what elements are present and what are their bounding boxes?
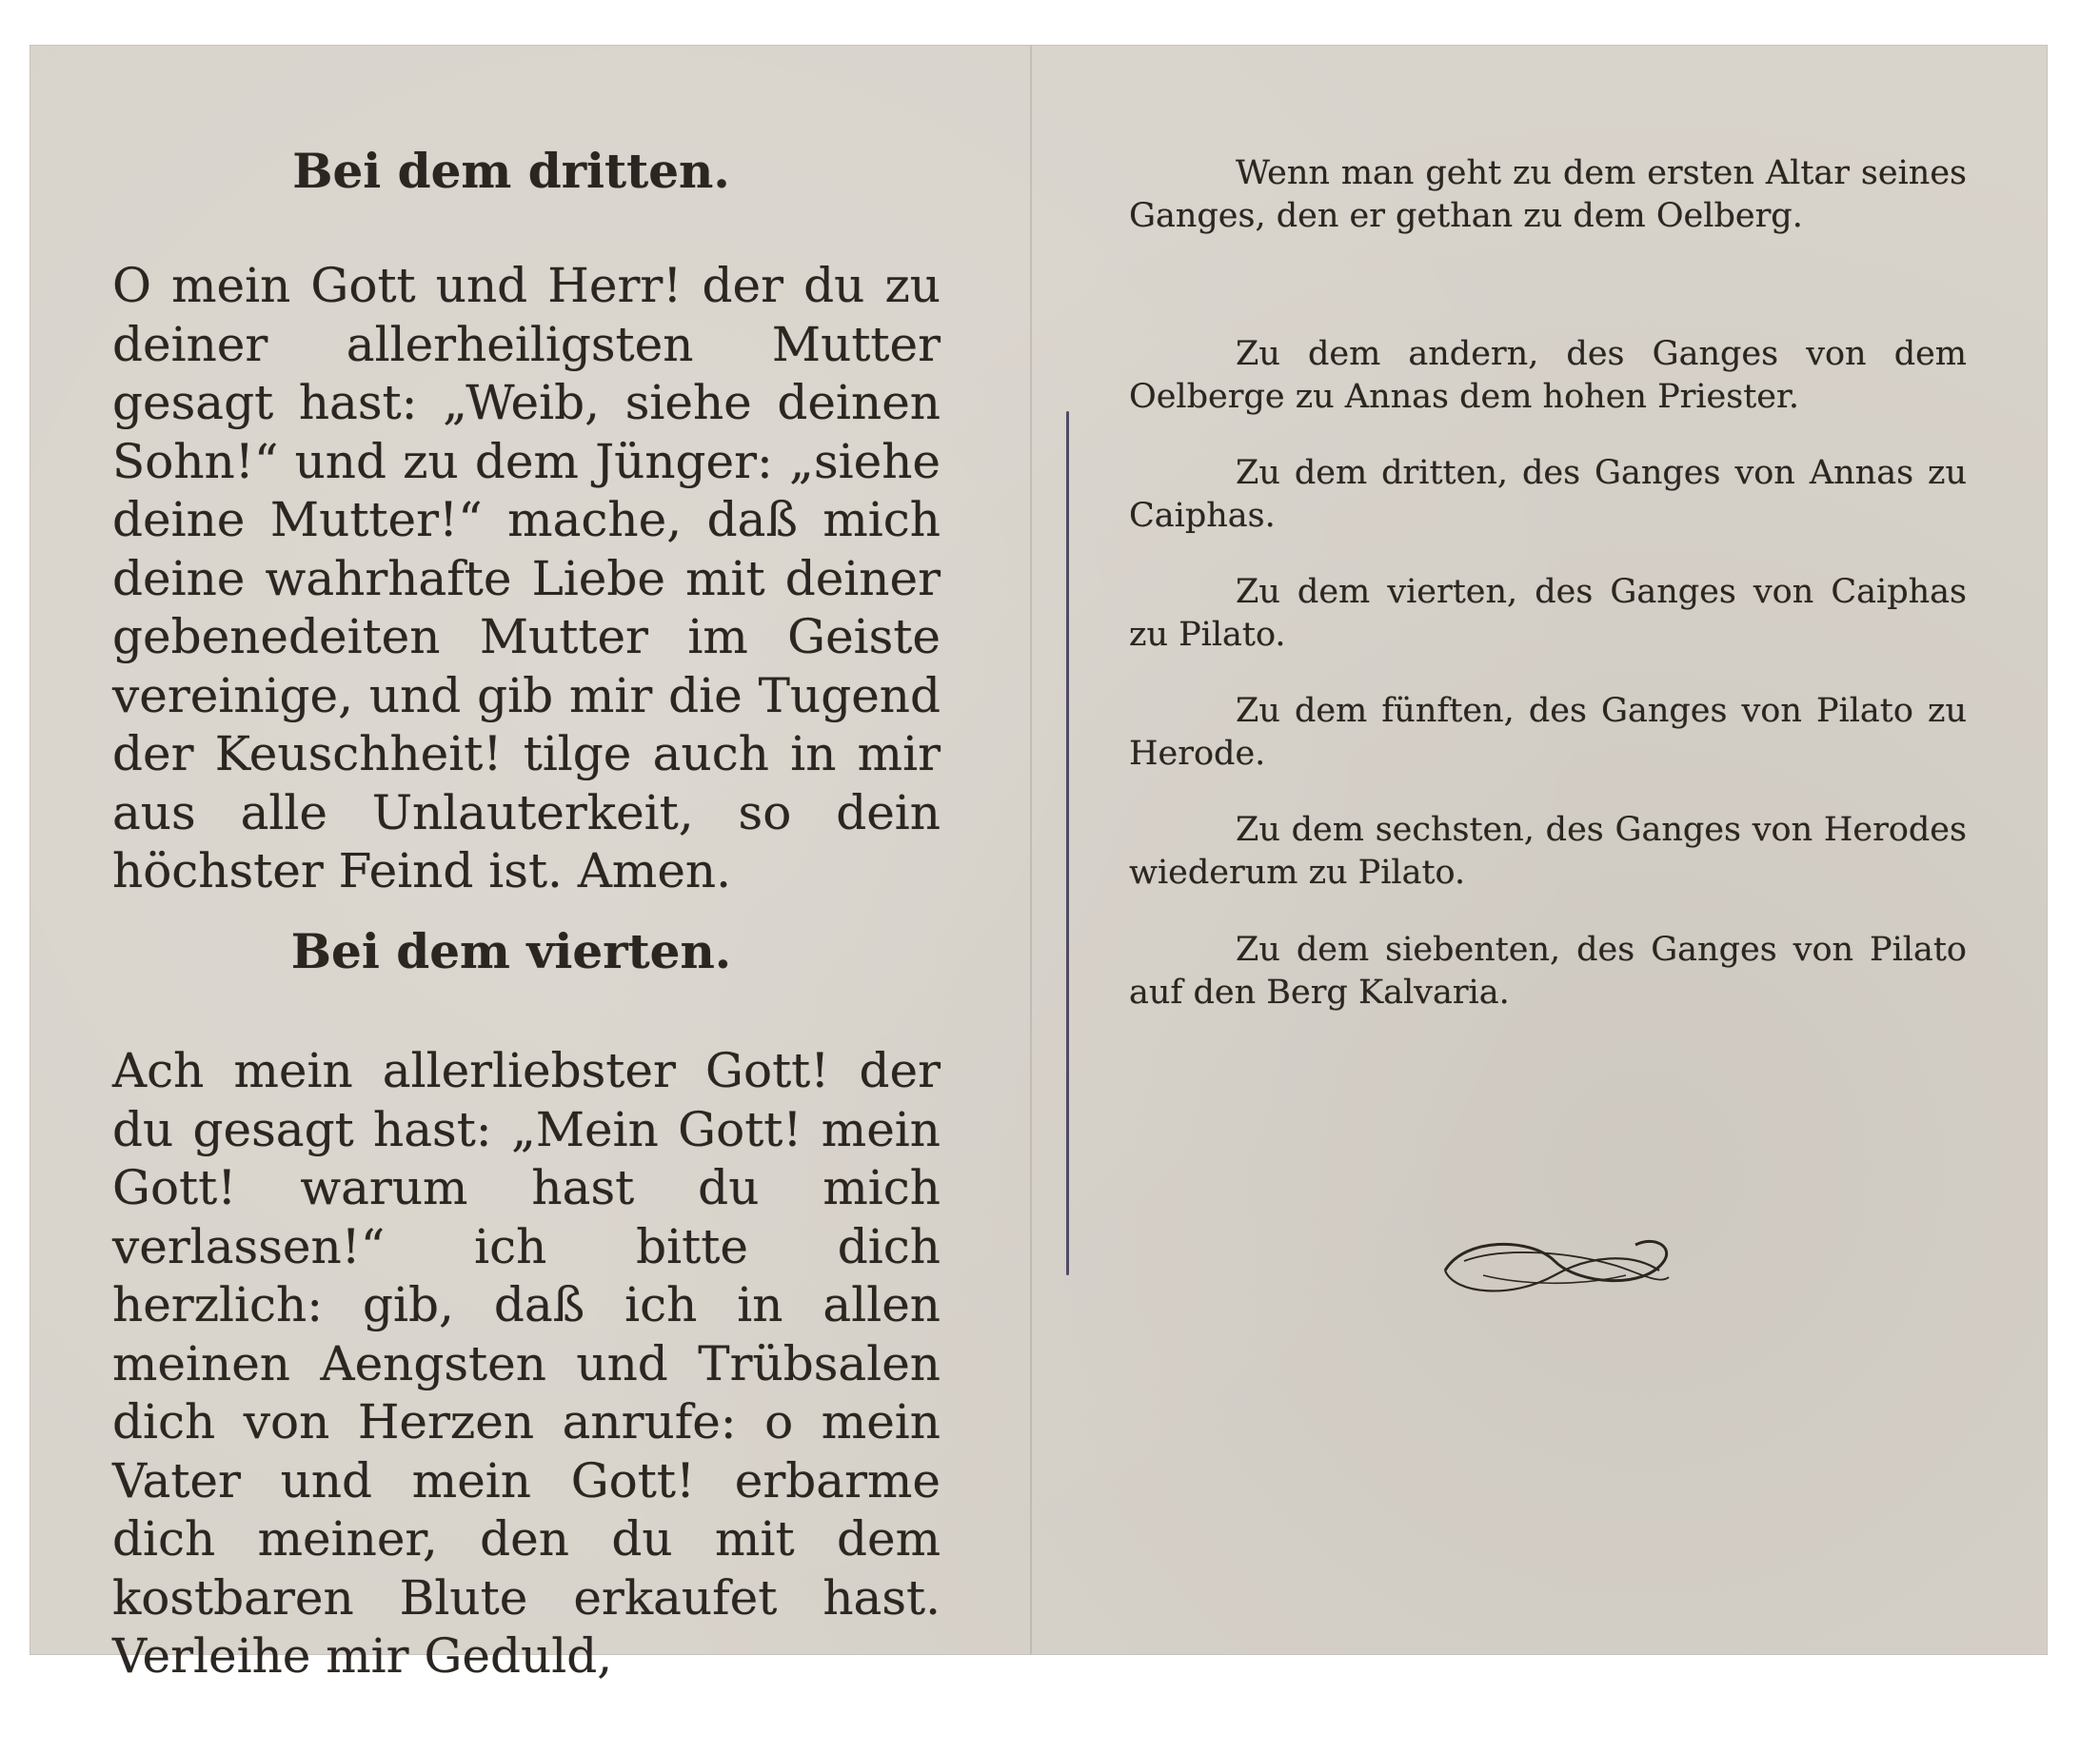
prayer-fourth-station: Ach mein allerliebster Gott! der du gesagt hast: „Mein Gott! mein Gott! warum hast du mich verlassen!“ ich bitte dich herzlich: gib, daß ich in allen meinen Aengsten und Trübsalen dich von Herzen anrufe: o mein Vater und mein Gott! erbarme dich meiner, den du mit dem kostbaren Blute erkaufet hast. Verleihe mir Geduld,: [112, 1043, 941, 1684]
altar-entry-1: Wenn man geht zu dem ersten Altar seines Ganges, den er gethan zu dem Oelberg.: [1129, 154, 1967, 235]
binding-thread: [1066, 411, 1069, 1275]
altar-entry-2: Zu dem andern, des Ganges von dem Oelberge zu Annas dem hohen Priester.: [1129, 335, 1967, 416]
prayer-third-station: O mein Gott und Herr! der du zu deiner allerheiligsten Mutter gesagt hast: „Weib, siehe deinen Sohn!“ und zu dem Jünger: „siehe deine Mutter!“ mache, daß mich deine wahrhafte Liebe mit deiner gebenedeiten Mutter im Geiste vereinige, und gib mir die Tugend der Keuschheit! tilge auch in mir aus alle Unlauterkeit, so dein höchster Feind ist. Amen.: [112, 258, 941, 898]
flourish-ornament-icon: [1426, 1218, 1683, 1313]
altar-entry-6: Zu dem sechsten, des Ganges von Herodes wiederum zu Pilato.: [1129, 811, 1967, 892]
altar-entry-3: Zu dem dritten, des Ganges von Annas zu Caiphas.: [1129, 454, 1967, 535]
altar-entry-5: Zu dem fünften, des Ganges von Pilato zu Herode.: [1129, 692, 1967, 773]
page-fold: [1030, 46, 1032, 1654]
altar-entry-4: Zu dem vierten, des Ganges von Caiphas zu Pilato.: [1129, 573, 1967, 654]
right-page: [1095, 105, 1980, 1589]
left-page: [78, 105, 944, 1684]
heading-third-station: Bei dem dritten.: [292, 143, 730, 199]
altar-entry-7: Zu dem siebenten, des Ganges von Pilato auf den Berg Kalvaria.: [1129, 931, 1967, 1012]
heading-fourth-station: Bei dem vierten.: [290, 923, 732, 979]
